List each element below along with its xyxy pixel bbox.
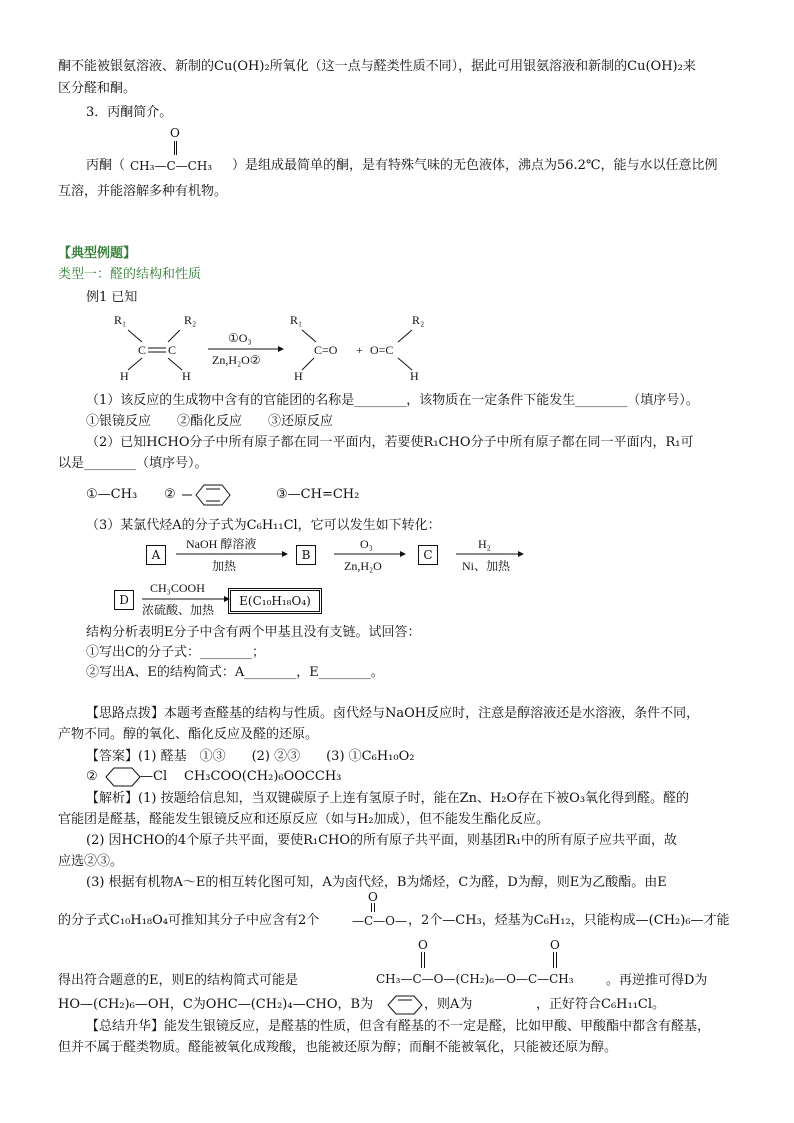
question-2-line-2: 以是________（填序号）。 <box>58 456 208 471</box>
analysis-label: 【解析】 <box>86 791 139 806</box>
analysis-p3-line-4-a: HO—(CH₂)₆—OH，C为OHC—(CH₂)₄—CHO，B为 <box>58 997 374 1012</box>
ozonolysis-reaction <box>112 312 442 382</box>
acetone-structure: O CH₃—C—CH₃ <box>130 126 213 173</box>
summary-line-1: 【总结升华】能发生银镜反应，是醛基的性质，但含有醛基的不一定是醛，比如甲酸、甲酸酯中都含有醛基， <box>86 1019 711 1034</box>
compound-a-box: A <box>146 545 166 565</box>
arrow-c-d <box>452 538 532 578</box>
compound-c-box: C <box>418 545 438 565</box>
intro-line-2: 区分醛和酮。 <box>58 81 137 96</box>
question-1: （1）该反应的生成物中含有的官能团的名称是________，该物质在一定条件下能发生________（填序号）。 <box>86 393 699 408</box>
step-2-label: Zn,H₂O② <box>212 353 261 367</box>
arrow-a-b <box>172 538 292 578</box>
intro-line-1: 酮不能被银氨溶液、新制的Cu(OH)₂所氧化（这一点与醛类性质不同），据此可用银氨溶液和新制的Cu(OH)₂来 <box>58 59 696 74</box>
svg-text:H: H <box>120 369 129 383</box>
ester-group-structure: O —C—O— <box>352 890 408 928</box>
svg-text:H₂: H₂ <box>478 537 491 551</box>
analysis-p1-line-1: 【解析】(1) 按题给信息知，当双键碳原子上连有氢原子时，能在Zn、H₂O存在下被O₃氧化得到醛。醛的 <box>86 791 690 806</box>
svg-text:C: C <box>138 343 147 357</box>
svg-text:R₁: R₁ <box>290 313 303 327</box>
type-1-heading: 类型一：醛的结构和性质 <box>58 267 202 282</box>
svg-text:CH₃COOH: CH₃COOH <box>150 581 205 595</box>
question-3-description: 结构分析表明E分子中含有两个甲基且没有支链。试回答： <box>86 625 421 640</box>
r1-label: R₁ <box>114 313 127 327</box>
svg-text:NaOH 醇溶液: NaOH 醇溶液 <box>186 537 257 551</box>
example-1-title: 例1 已知 <box>86 290 138 305</box>
analysis-p3-line-4-c: ，正好符合C₆H₁₁Cl。 <box>536 997 666 1012</box>
benzene-ring-icon <box>182 482 242 508</box>
e-structure: O O CH₃—C—O—(CH₂)₆—O—C—CH₃ <box>376 938 574 986</box>
question-1-options: ①银镜反应 ②酯化反应 ③还原反应 <box>86 414 334 429</box>
cyclohexyl-ring-icon <box>104 766 144 788</box>
answer-e-formula: CH₃COO(CH₂)₆OOCCH₃ <box>184 769 342 784</box>
svg-text:Zn,H₂O: Zn,H₂O <box>344 559 382 573</box>
summary-label: 【总结升华】 <box>86 1019 165 1034</box>
svg-text:H: H <box>182 369 191 383</box>
examples-header: 【典型例题】 <box>58 246 137 261</box>
arrow-b-c <box>330 538 410 578</box>
svg-text:O₃: O₃ <box>360 537 373 551</box>
q2-option-3: ③—CH=CH₂ <box>276 487 360 502</box>
analysis-p3-line-2-a: 的分子式C₁₀H₁₈O₄可推知其分子中应含有2个 <box>58 913 320 928</box>
svg-text:H: H <box>294 369 303 383</box>
product-2: O=C <box>370 343 394 357</box>
q2-option-2: ② <box>164 487 176 502</box>
svg-text:R₂: R₂ <box>412 313 425 327</box>
analysis-p2-line-1: (2) 因HCHO的4个原子共平面，要使R₁CHO的所有原子共平面，则基团R₁中的所有原子应共平面，故 <box>86 833 678 848</box>
svg-text:浓硫酸、加热: 浓硫酸、加热 <box>142 603 215 617</box>
q2-option-1: ①—CH₃ <box>86 487 138 502</box>
svg-text:+: + <box>356 343 363 357</box>
question-3-sub-1: ①写出C的分子式：________； <box>86 645 265 660</box>
hint-line-2: 产物不同。醇的氧化、酯化反应及醛的还原。 <box>58 727 319 742</box>
svg-text:C: C <box>168 343 177 357</box>
question-2-line-1: （2）已知HCHO分子中所有原子都在同一平面内，若要使R₁CHO分子中所有原子都在同一平面内，R₁可 <box>86 435 694 450</box>
r2-label: R₂ <box>184 313 197 327</box>
acetone-line-2: 互溶，并能溶解多种有机物。 <box>58 184 228 199</box>
answer-line-2-label: ② <box>86 769 98 784</box>
question-3-sub-2: ②写出A、E的结构简式：A________，E________。 <box>86 665 384 680</box>
svg-text:H: H <box>410 369 419 383</box>
answer-line-1: 【答案】(1) 醛基 ①③ (2) ②③ (3) ①C₆H₁₀O₂ <box>86 749 415 764</box>
question-3: （3）某氯代烃A的分子式为C₆H₁₁Cl，它可以发生如下转化： <box>86 518 441 533</box>
analysis-p1-line-2: 官能团是醛基，醛能发生银镜反应和还原反应（如与H₂加成），但不能发生酯化反应。 <box>58 812 550 827</box>
analysis-p3-line-1: (3) 根据有机物A～E的相互转化图可知，A为卤代烃，B为烯烃，C为醛，D为醇，则E为乙酸酯。由E <box>86 875 667 890</box>
analysis-p3-line-2-b: ，2个—CH₃，烃基为C₆H₁₂，只能构成—(CH₂)₆—才能 <box>408 913 730 928</box>
arrow-d-e <box>138 582 238 622</box>
hint-line-1: 【思路点拨】本题考查醛基的结构与性质。卤代烃与NaOH反应时，注意是醇溶液还是水溶液，条件不同， <box>86 706 700 721</box>
svg-text:加热: 加热 <box>212 559 237 573</box>
analysis-p3-line-3-a: 得出符合题意的E，则E的结构简式可能是 <box>58 973 298 988</box>
chloro-group: —Cl <box>140 769 168 784</box>
compound-e-box: E(C₁₀H₁₈O₄) <box>228 588 322 614</box>
summary-line-2: 但并不属于醛类物质。醛能被氧化成羧酸，也能被还原为醇；而酮不能被氧化，只能被还原为醇。 <box>58 1040 618 1055</box>
section-3-heading: 3．丙酮简介。 <box>86 105 173 120</box>
hint-label: 【思路点拨】 <box>86 706 165 721</box>
compound-b-box: B <box>296 545 316 565</box>
svg-text:Ni、加热: Ni、加热 <box>462 559 511 573</box>
acetone-pre: 丙酮（ <box>86 158 126 173</box>
product-1: C=O <box>314 343 338 357</box>
analysis-p3-line-3-b: 。再逆推可得D为 <box>606 973 708 988</box>
compound-d-box: D <box>114 590 134 610</box>
step-1-label: ①O₃ <box>228 331 252 345</box>
analysis-p3-line-4-b: ，则A为 <box>424 997 473 1012</box>
analysis-p2-line-2: 应选②③。 <box>58 854 124 869</box>
acetone-description: ）是组成最简单的酮，是有特殊气味的无色液体，沸点为56.2℃，能与水以任意比例 <box>232 158 718 173</box>
answer-label: 【答案】 <box>86 749 139 764</box>
